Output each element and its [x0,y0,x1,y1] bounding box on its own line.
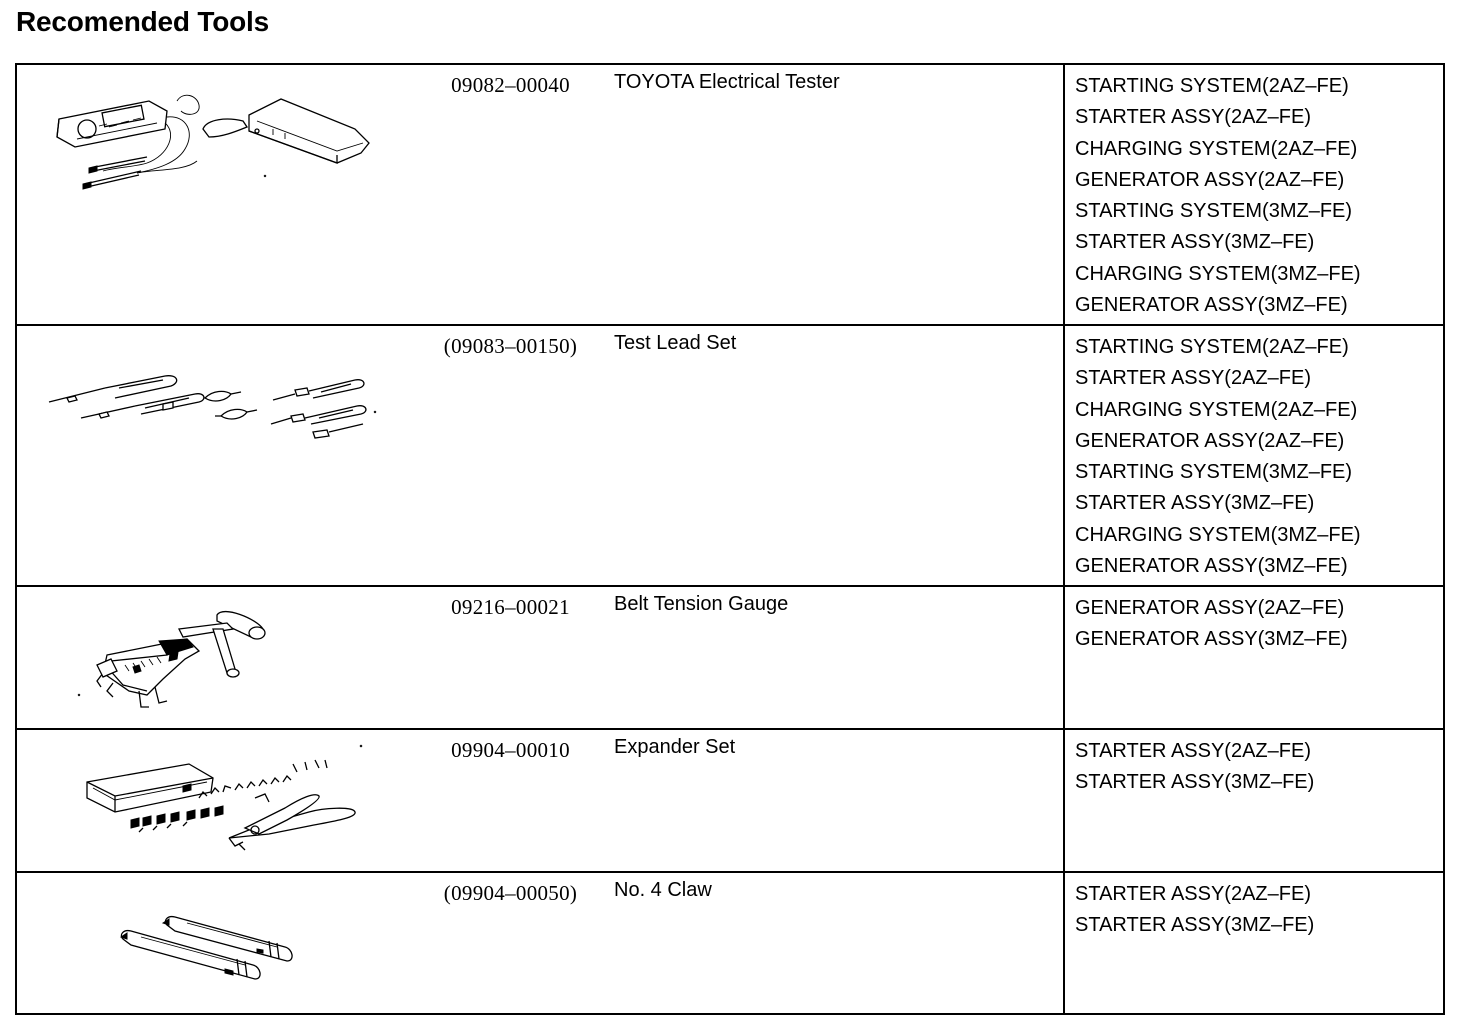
usage-list [1075,593,1443,656]
usage-cell [1065,873,1443,1013]
tool-row [17,587,1443,730]
usage-item: GENERATOR ASSY(2AZ–FE) [1075,168,1345,191]
usage-cell [1065,587,1443,728]
usage-item: STARTER ASSY(2AZ–FE) [1075,740,1311,762]
expander-set-icon [79,742,379,867]
tool-info-cell [17,873,1065,1013]
usage-item: GENERATOR ASSY(3MZ–FE) [1075,628,1348,651]
belt-tension-gauge-icon [67,595,287,730]
usage-item: STARTER ASSY(3MZ–FE) [1075,492,1315,515]
claw-tool-icon [117,903,317,998]
usage-item: STARTER ASSY(2AZ–FE) [1075,883,1311,905]
usage-list [1075,71,1443,321]
test-lead-set-icon [45,346,385,461]
usage-item: STARTING SYSTEM(3MZ–FE) [1075,200,1353,223]
usage-item: CHARGING SYSTEM(2AZ–FE) [1075,137,1358,160]
tool-name: TOYOTA Electrical Tester [614,71,840,93]
tool-name: Belt Tension Gauge [614,593,789,615]
usage-item: CHARGING SYSTEM(2AZ–FE) [1075,398,1358,421]
part-number: 09904–00010 [451,738,570,762]
tool-name: Expander Set [614,736,736,758]
tool-row [17,730,1443,873]
usage-cell [1065,65,1443,324]
usage-item: GENERATOR ASSY(3MZ–FE) [1075,555,1348,578]
tool-row [17,873,1443,1013]
page-title: Recomended Tools [16,6,269,37]
tool-row [17,326,1443,587]
usage-item: STARTING SYSTEM(2AZ–FE) [1075,336,1349,358]
usage-item: CHARGING SYSTEM(3MZ–FE) [1075,262,1361,285]
usage-item: STARTER ASSY(2AZ–FE) [1075,367,1311,390]
usage-item: STARTER ASSY(3MZ–FE) [1075,231,1315,254]
tool-info-cell [17,730,1065,871]
part-number: 09216–00021 [451,595,570,619]
usage-item: STARTER ASSY(3MZ–FE) [1075,771,1315,794]
part-number: 09082–00040 [451,73,570,97]
usage-item: STARTER ASSY(2AZ–FE) [1075,106,1311,129]
tool-info-cell [17,65,1065,324]
usage-list [1075,879,1443,942]
tool-info-cell [17,326,1065,585]
usage-list [1075,736,1443,799]
usage-item: STARTING SYSTEM(3MZ–FE) [1075,461,1353,484]
part-number: (09083–00150) [443,334,578,358]
tool-name: No. 4 Claw [614,879,712,901]
usage-item: GENERATOR ASSY(2AZ–FE) [1075,597,1345,619]
usage-item: GENERATOR ASSY(3MZ–FE) [1075,294,1348,317]
electrical-tester-icon [37,71,377,206]
usage-list [1075,332,1443,582]
usage-cell [1065,326,1443,585]
tool-row [17,65,1443,326]
part-number: (09904–00050) [443,881,578,905]
tool-name: Test Lead Set [614,332,737,354]
usage-cell [1065,730,1443,871]
usage-item: CHARGING SYSTEM(3MZ–FE) [1075,523,1361,546]
usage-item: STARTER ASSY(3MZ–FE) [1075,914,1315,937]
usage-item: GENERATOR ASSY(2AZ–FE) [1075,429,1345,452]
recommended-tools-table [15,63,1445,1015]
usage-item: STARTING SYSTEM(2AZ–FE) [1075,75,1349,97]
tool-info-cell [17,587,1065,728]
